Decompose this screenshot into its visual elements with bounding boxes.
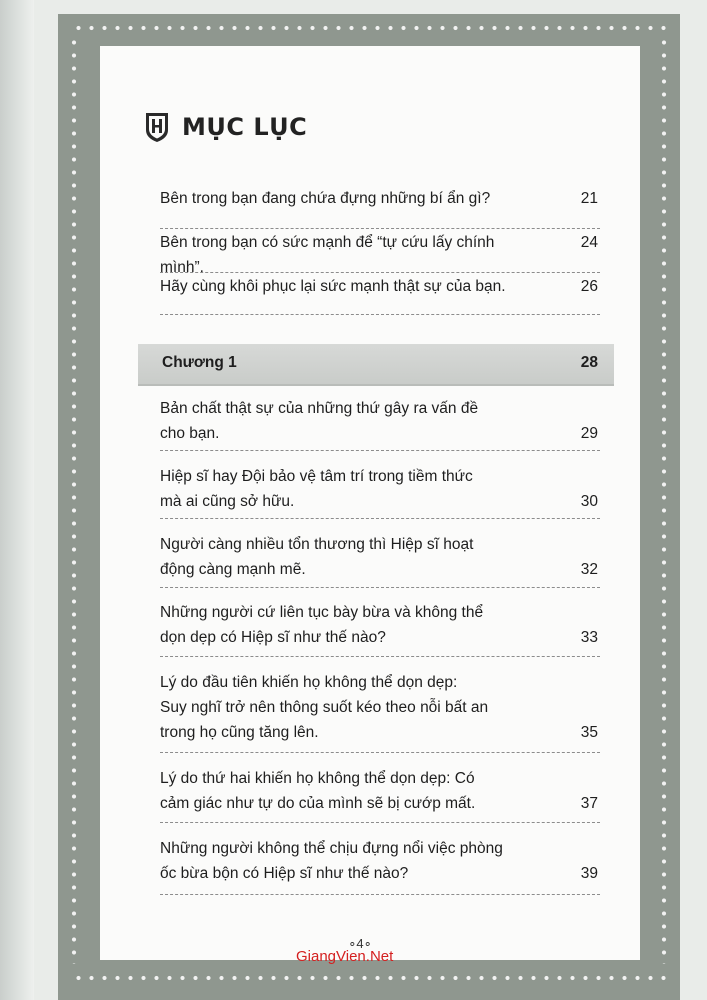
toc-entry-page: 37 — [580, 795, 598, 812]
toc-entry[interactable] — [160, 670, 600, 753]
toc-entry-page: 32 — [580, 561, 598, 578]
toc-entry-page: 30 — [580, 493, 598, 510]
toc-entry-title: Bên trong bạn có sức mạnh để “tự cứu lấy chính mình”. — [160, 234, 495, 276]
toc-entry-title: Hiệp sĩ hay Đội bảo vệ tâm trí trong tiềm thức mà ai cũng sở hữu. — [160, 468, 473, 510]
toc-entry-page: 33 — [580, 629, 598, 646]
dotted-border-top — [72, 24, 671, 32]
toc-entry-title: Lý do đầu tiên khiến họ không thể dọn dẹp: Suy nghĩ trở nên thông suốt kéo theo nỗi bất an trong họ cũng tăng lên. — [160, 674, 489, 741]
toc-entry[interactable] — [160, 600, 600, 657]
toc-entry-page: 35 — [580, 724, 598, 741]
toc-entry[interactable] — [160, 274, 600, 315]
toc-entry[interactable] — [160, 186, 600, 229]
watermark: GiangVien.Net — [296, 948, 394, 965]
toc-entry-page: 21 — [580, 190, 598, 207]
shield-emblem-icon — [142, 110, 172, 144]
toc-entry-title: Những người không thể chịu đựng nổi việc phòng ốc bừa bộn có Hiệp sĩ như thế nào? — [160, 840, 503, 882]
toc-entry[interactable] — [160, 836, 600, 895]
toc-entry-title: Người càng nhiều tổn thương thì Hiệp sĩ hoạt động càng mạnh mẽ. — [160, 536, 474, 578]
toc-entry-title: Hãy cùng khôi phục lại sức mạnh thật sự của bạn. — [160, 278, 506, 295]
toc-entry-title: Lý do thứ hai khiến họ không thể dọn dẹp: Có cảm giác như tự do của mình sẽ bị cướp mất. — [160, 770, 476, 812]
toc-entry-page: 39 — [580, 865, 598, 882]
toc-heading — [142, 110, 307, 144]
dotted-border-left — [70, 36, 78, 964]
page-number: ∘4∘ — [348, 936, 372, 951]
toc-entry-title: Bên trong bạn đang chứa đựng những bí ẩn gì? — [160, 190, 491, 207]
toc-entry-title: Bản chất thật sự của những thứ gây ra vấn đề cho bạn. — [160, 400, 479, 442]
chapter-header[interactable] — [138, 344, 614, 384]
toc-entry[interactable] — [160, 230, 600, 276]
toc-entry[interactable] — [160, 766, 600, 823]
chapter-label: Chương 1 — [162, 354, 237, 371]
toc-entry[interactable] — [160, 464, 600, 519]
toc-entry-page: 26 — [580, 278, 598, 295]
toc-entry-title: Những người cứ liên tục bày bừa và không thể dọn dẹp có Hiệp sĩ như thế nào? — [160, 604, 484, 646]
toc-entry-page: 29 — [580, 425, 598, 442]
toc-entry-page: 24 — [580, 234, 598, 251]
toc-entry[interactable] — [160, 396, 600, 451]
page-title: MỤC LỤC — [182, 113, 308, 141]
dotted-border-bottom — [72, 974, 671, 982]
dotted-border-right — [660, 36, 668, 964]
chapter-page: 28 — [580, 354, 598, 371]
page-binding-edge — [0, 0, 34, 1000]
toc-entry[interactable] — [160, 532, 600, 588]
